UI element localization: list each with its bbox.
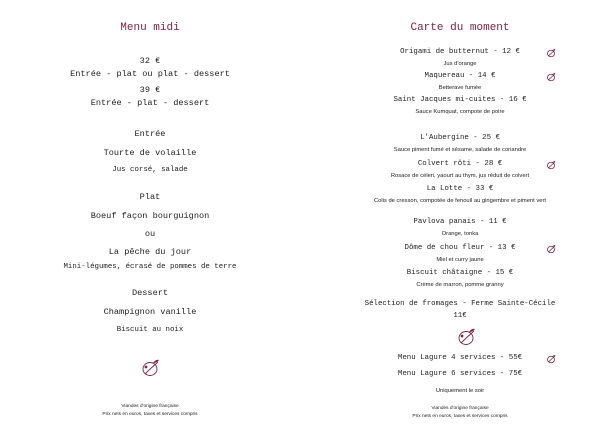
dish-name: Maquereau - 14 € — [424, 72, 496, 80]
dish-name: L'Aubergine - 25 € — [420, 134, 500, 142]
dessert-heading: Dessert — [131, 288, 169, 298]
dish-description: Orange, tonka — [441, 231, 479, 237]
price-formula-1: 32 € — [139, 56, 161, 66]
dessert-dish: Champignon vanille — [103, 307, 197, 317]
dish-name: Saint Jacques mi-cuites - 16 € — [393, 96, 527, 104]
veggie-icon — [546, 160, 557, 170]
plat-heading: Plat — [139, 192, 161, 202]
dish-description: Betterave fumée — [438, 85, 482, 91]
dish-description: Crème de marron, pomme granny — [416, 282, 504, 288]
vegetable-logo-icon — [140, 358, 162, 378]
right-footer-prices: Prix nets en euros, taxes et services compris — [412, 414, 508, 419]
dish-description: Miel et curry jaune — [436, 257, 484, 263]
dish-name: Origami de butternut - 12 € — [400, 48, 520, 56]
dish-name: Pavlova panais - 11 € — [413, 218, 507, 226]
dish-description: Colis de cresson, compotée de fenouil au gingembre et piment vert — [373, 198, 547, 204]
dish-name: Colvert rôti - 28 € — [417, 160, 503, 168]
formula-2: Entrée - plat - dessert — [90, 98, 210, 108]
dish-description: Sauce Kumquat, compote de poire — [415, 109, 505, 115]
plat-or: ou — [144, 229, 156, 239]
veggie-icon — [546, 244, 557, 254]
left-footer-origin: Viandes d'origine française — [121, 404, 179, 409]
entree-heading: Entrée — [134, 129, 166, 139]
dessert-description: Biscuit au noix — [116, 326, 184, 334]
veggie-icon — [546, 354, 557, 364]
dish-description: Jus d'orange — [443, 61, 477, 67]
dish-description: Rosace de céleri, yaourt au thym, jus réduit de colvert — [390, 173, 530, 179]
cheese-selection: Sélection de fromages - Ferme Sainte-Cécile — [364, 300, 556, 308]
left-footer-prices: Prix nets en euros, taxes et services compris — [102, 412, 198, 417]
menu-6-services: Menu Lagure 6 services - 75€ — [397, 370, 523, 378]
dish-name: La Lotte - 33 € — [426, 185, 494, 193]
veggie-icon — [546, 48, 557, 58]
dish-description: Sauce piment fumé et sésame, salade de coriandre — [393, 147, 527, 153]
menu-4-services: Menu Lagure 4 services - 55€ — [397, 354, 523, 362]
lunch-menu-title: Menu midi — [120, 22, 180, 34]
veggie-icon — [546, 72, 557, 82]
entree-dish: Tourte de volaille — [103, 148, 197, 158]
cheese-price: 11€ — [453, 312, 467, 320]
plat-description-2: Mini-légumes, écrasé de pommes de terre — [63, 263, 237, 271]
dish-name: Dôme de chou fleur - 13 € — [404, 244, 516, 252]
right-footer-origin: Viandes d'origine française — [431, 406, 489, 411]
plat-dish-2: La pêche du jour — [108, 247, 192, 257]
formula-1: Entrée - plat ou plat - dessert — [70, 69, 230, 79]
price-formula-2: 39 € — [139, 85, 161, 95]
plat-dish-1: Boeuf façon bourguignon — [90, 211, 210, 221]
evening-only-note: Uniquement le soir — [435, 388, 485, 394]
entree-description: Jus corsé, salade — [112, 166, 188, 174]
carte-title: Carte du moment — [410, 22, 510, 34]
vegetable-logo-icon — [456, 327, 478, 347]
dish-name: Biscuit châtaigne - 15 € — [406, 269, 514, 277]
